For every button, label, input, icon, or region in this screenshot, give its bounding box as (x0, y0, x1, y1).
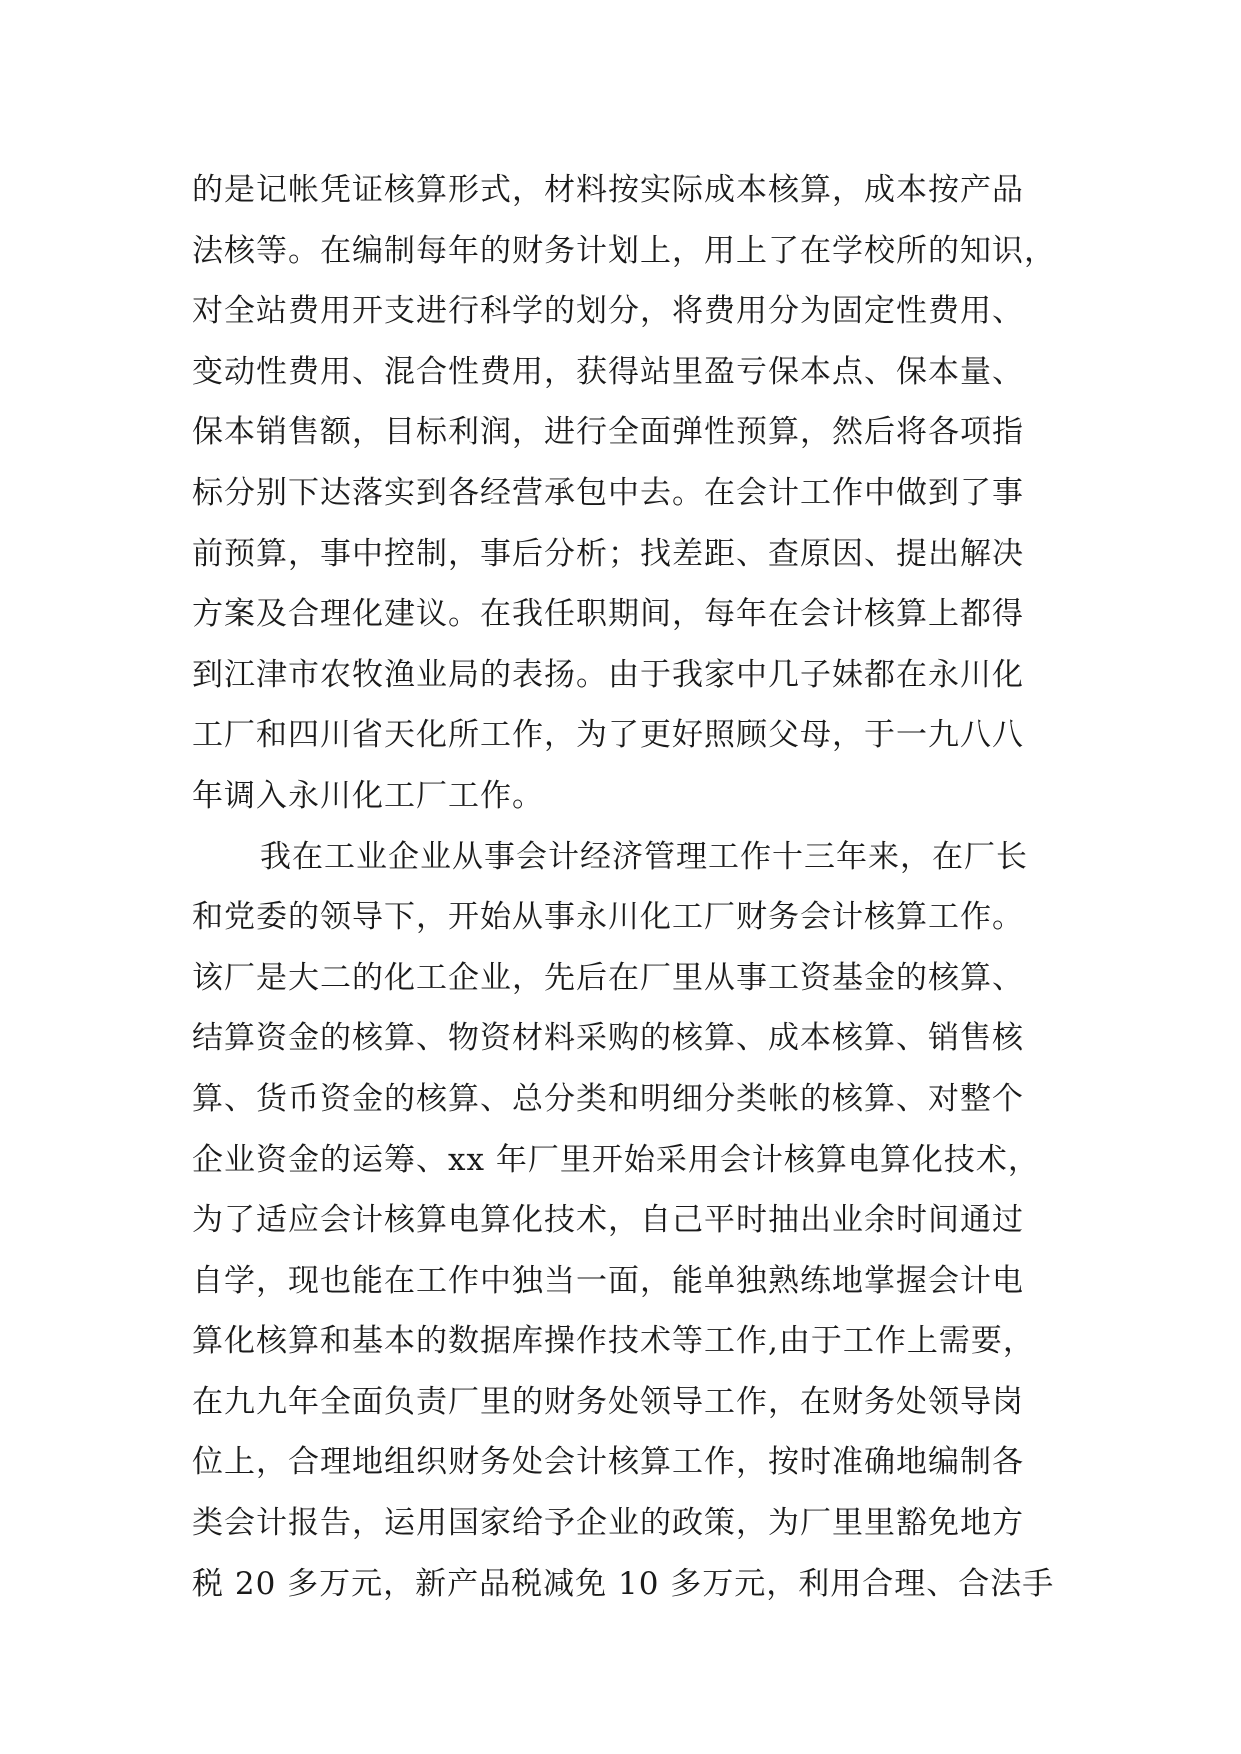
paragraph-start-line: 我在工业企业从事会计经济管理工作十三年来，在厂长 (260, 838, 1028, 875)
text-line: 算、货币资金的核算、总分类和明细分类帐的核算、对整个 (192, 1080, 1024, 1117)
text-line: 该厂是大二的化工企业，先后在厂里从事工资基金的核算、 (192, 959, 1024, 996)
text-line: 方案及合理化建议。在我任职期间，每年在会计核算上都得 (192, 596, 1024, 633)
text-line: 法核等。在编制每年的财务计划上，用上了在学校所的知识， (192, 232, 1056, 269)
text-line: 和党委的领导下，开始从事永川化工厂财务会计核算工作。 (192, 899, 1024, 936)
text-line: 年调入永川化工厂工作。 (192, 777, 544, 814)
text-line: 标分别下达落实到各经营承包中去。在会计工作中做到了事 (192, 474, 1024, 511)
text-line: 为了适应会计核算电算化技术，自己平时抽出业余时间通过 (192, 1202, 1024, 1239)
text-line: 的是记帐凭证核算形式，材料按实际成本核算，成本按产品 (192, 172, 1024, 208)
text-line: 位上，合理地组织财务处会计核算工作，按时准确地编制各 (192, 1444, 1024, 1481)
text-line: 算化核算和基本的数据库操作技术等工作,由于工作上需要， (192, 1323, 1035, 1360)
text-line: 工厂和四川省天化所工作，为了更好照顾父母，于一九八八 (192, 717, 1024, 754)
text-line: 结算资金的核算、物资材料采购的核算、成本核算、销售核 (192, 1020, 1024, 1057)
text-line: 类会计报告，运用国家给予企业的政策，为厂里里豁免地方 (192, 1505, 1024, 1542)
text-line: 变动性费用、混合性费用，获得站里盈亏保本点、保本量、 (192, 353, 1024, 390)
text-line: 企业资金的运筹、xx 年厂里开始采用会计核算电算化技术， (192, 1141, 1040, 1178)
text-line: 在九九年全面负责厂里的财务处领导工作，在财务处领导岗 (192, 1383, 1024, 1420)
text-line: 自学，现也能在工作中独当一面，能单独熟练地掌握会计电 (192, 1262, 1024, 1299)
text-line: 前预算，事中控制，事后分析；找差距、查原因、提出解决 (192, 535, 1024, 572)
text-line: 保本销售额，目标利润，进行全面弹性预算，然后将各项指 (192, 414, 1024, 451)
text-line: 到江津市农牧渔业局的表扬。由于我家中几子妹都在永川化 (192, 656, 1024, 693)
body-text (192, 160, 1072, 1614)
text-line: 对全站费用开支进行科学的划分，将费用分为固定性费用、 (192, 293, 1024, 330)
text-line: 税 20 多万元，新产品税减免 10 多万元，利用合理、合法手 (192, 1565, 1055, 1602)
